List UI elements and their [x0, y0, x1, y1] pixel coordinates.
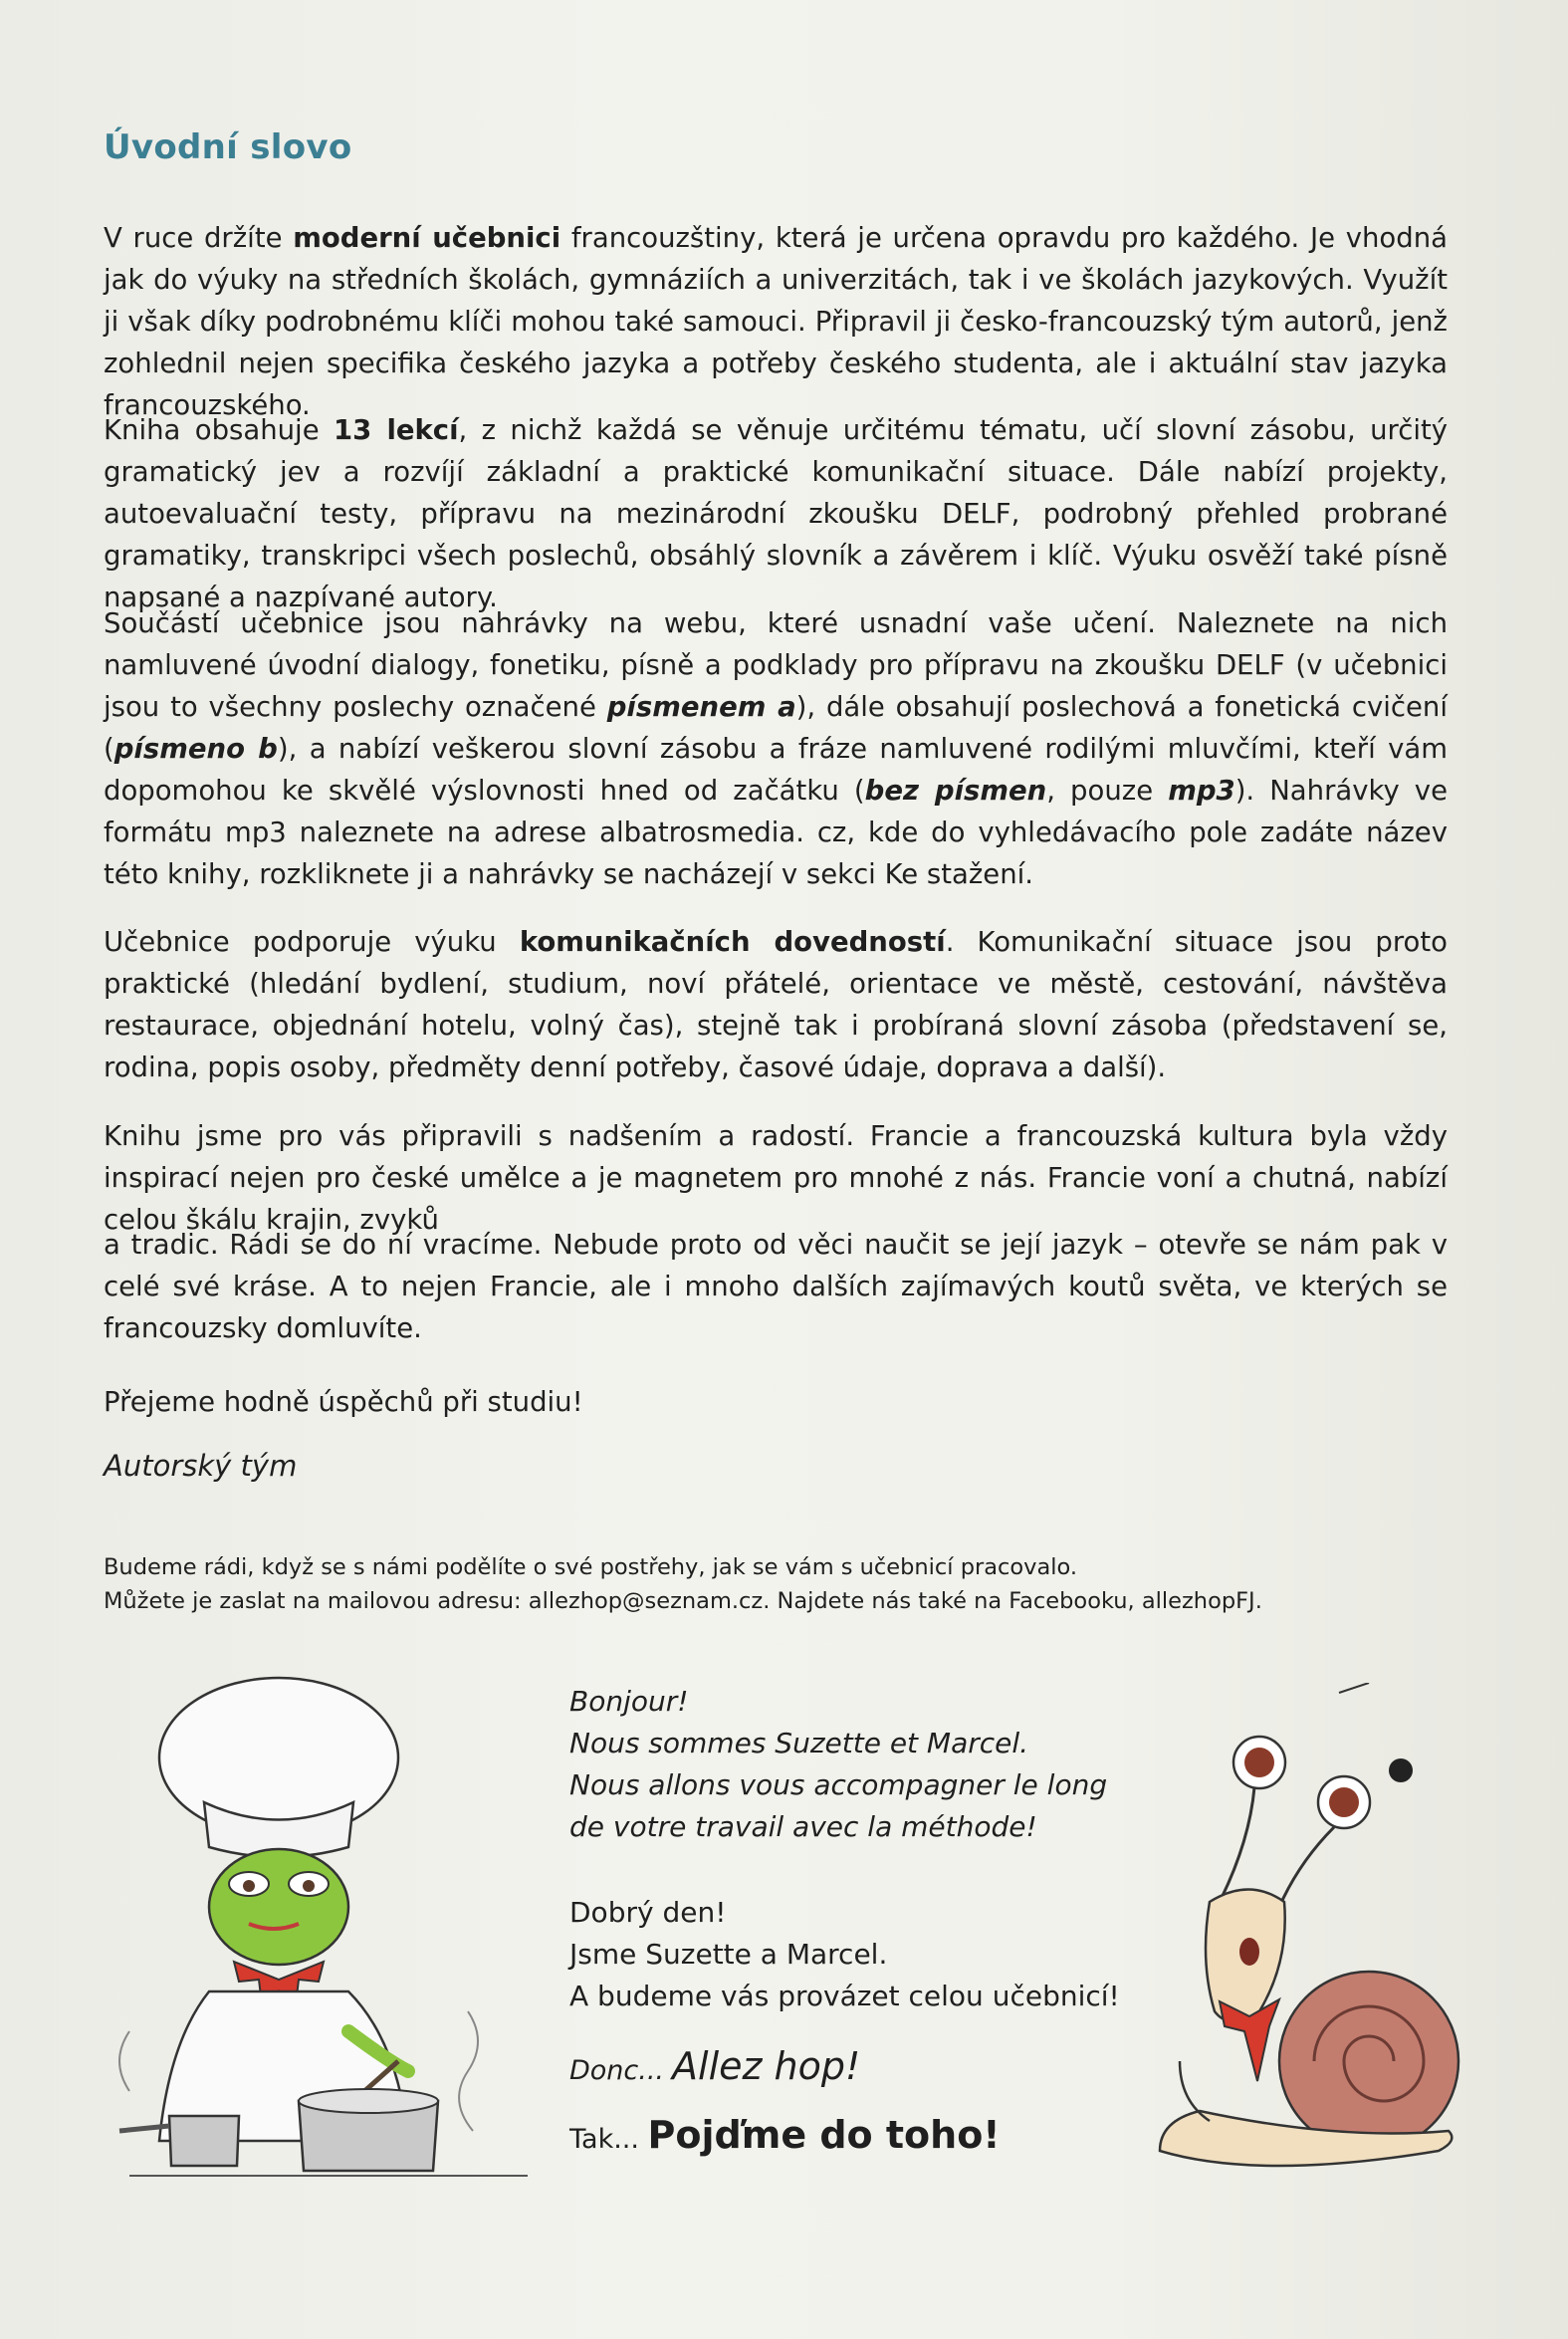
contact-line-1: Budeme rádi, když se s námi podělíte o své postřehy, jak se vám s učebnicí pracovalo.: [104, 1554, 1078, 1580]
paragraph-recordings: Součástí učebnice jsou nahrávky na webu, které usnadní vaše učení. Naleznete na nich namluvené úvodní dialogy, fonetiku, písně a podklady pro přípravu na zkoušku DELF (v učebnici jsou to všechny poslechy označené písmenem a), dále obsahují poslechová a fonetická cvičení (písmeno b), a nabízí veškerou slovní zásobu a fráze namluvené rodilými mluvčími, kteří vám dopomohou ke skvělé výslovnosti hned od začátku (bez písmen, pouze mp3). Nahrávky ve formátu mp3 naleznete na adrese albatrosmedia. cz, kde do vyhledávacího pole zadáte název této knihy, rozkliknete ji a nahrávky se nacházejí v sekci Ke stažení.: [104, 607, 1449, 890]
pojdme-line: Tak... Pojďme do toho!: [569, 2113, 1001, 2157]
fr-line: Nous sommes Suzette et Marcel.: [569, 1727, 1029, 1759]
cz-line: A budeme vás provázet celou učebnicí!: [569, 1980, 1120, 2012]
paragraph-skills: Učebnice podporuje výuku komunikačních dovedností. Komunikační situace jsou proto praktické (hledání bydlení, studium, noví přátelé, orientace ve městě, cestování, návštěva restaurace, objednání hotelu, volný čas), stejně tak i probíraná slovní zásoba (představení se, rodina, popis osoby, předměty denní potřeby, časové údaje, doprava a další).: [104, 926, 1448, 1083]
frog-chef-illustration: [110, 1663, 548, 2181]
paragraph-lessons: Kniha obsahuje 13 lekcí, z nichž každá se věnuje určitému tématu, učí slovní zásobu, určitý gramatický jev a rozvíjí základní a praktické komunikační situace. Dále nabízí projekty, autoevaluační testy, přípravu na mezinárodní zkoušku DELF, podrobný přehled probrané gramatiky, transkripci všech poslechů, obsáhlý slovník a závěrem i klíč. Výuku osvěží také písně napsané a nazpívané autory.: [104, 414, 1449, 613]
fr-line: de votre travail avec la méthode!: [569, 1810, 1037, 1843]
signature: Autorský tým: [104, 1449, 298, 1483]
contact-line-2: Můžete je zaslat na mailovou adresu: allezhop@seznam.cz. Najdete nás také na Facebooku, allezhopFJ.: [104, 1588, 1262, 1614]
allez-hop-line: Donc... Allez hop!: [569, 2044, 861, 2088]
czech-greeting: [569, 1892, 1167, 2017]
paragraph-intro: V ruce držíte moderní učebnici francouzštiny, která je určena opravdu pro každého. Je vhodná jak do výuky na středních školách, gymnáziích a univerzitách, tak i ve školách jazykových. Využít ji však díky podrobnému klíči mohou také samouci. Připravil ji česko-francouzský tým autorů, jenž zohlednil nejen specifika českého jazyka a potřeby českého studenta, ale i aktuální stav jazyka francouzského.: [104, 222, 1448, 421]
cz-line: Jsme Suzette a Marcel.: [569, 1938, 888, 1971]
french-greeting: [569, 1681, 1167, 1848]
speech-bubble-text: [569, 1681, 1167, 2161]
snail-illustration: [1140, 1683, 1478, 2191]
page-title: Úvodní slovo: [104, 127, 352, 167]
fr-line: Bonjour!: [569, 1685, 689, 1718]
cz-line: Dobrý den!: [569, 1896, 727, 1929]
fr-line: Nous allons vous accompagner le long: [569, 1768, 1108, 1801]
paragraph-france-cont: a tradic. Rádi se do ní vracíme. Nebude proto od věci naučit se její jazyk – otevře se nám pak v celé své kráse. A to nejen Francie, ale i mnoho dalších zajímavých koutů světa, ve kterých se francouzsky domluvíte.: [104, 1229, 1448, 1344]
paragraph-wishes: Přejeme hodně úspěchů při studiu!: [104, 1386, 583, 1418]
paragraph-france: Knihu jsme pro vás připravili s nadšením a radostí. Francie a francouzská kultura byla vždy inspirací nejen pro české umělce a je magnetem pro mnohé z nás. Francie voní a chutná, nabízí celou škálu krajin, zvyků: [104, 1120, 1448, 1236]
contact-note: [104, 1550, 1398, 1618]
